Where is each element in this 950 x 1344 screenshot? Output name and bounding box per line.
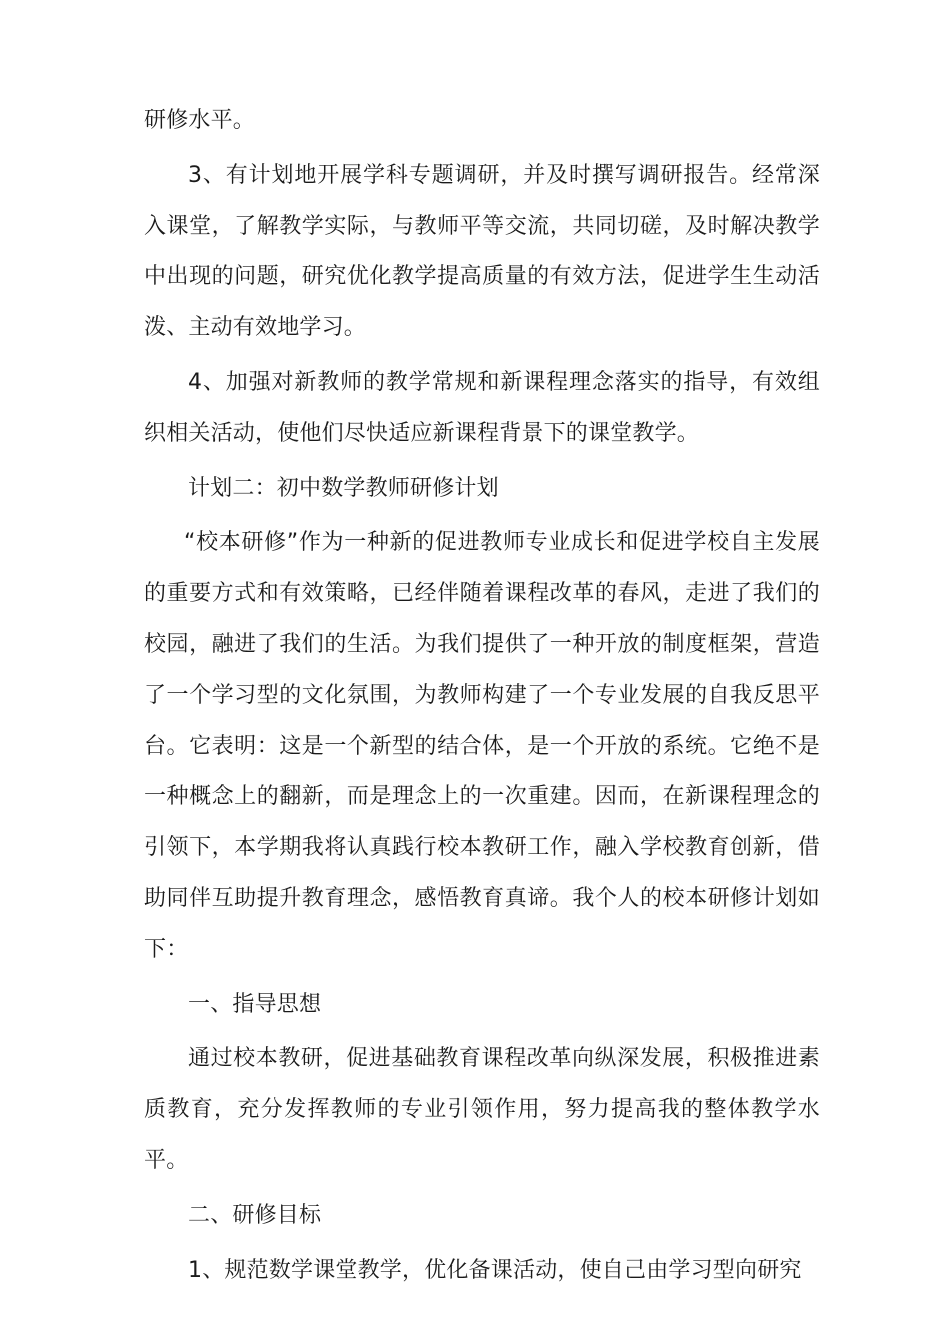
- paragraph-item-3: 3、有计划地开展学科专题调研，并及时撰写调研报告。经常深入课堂，了解教学实际，与教师平等交流，共同切磋，及时解决教学中出现的问题，研究优化教学提高质量的有效方法，促进学生生动活泼、主动有效地学习。: [144, 162, 820, 341]
- section-heading-plan-two: 计划二：初中数学教师研修计划: [188, 475, 499, 501]
- section-heading-guiding-ideology: 一、指导思想: [188, 991, 322, 1017]
- section-heading-goals: 二、研修目标: [188, 1202, 322, 1228]
- paragraph-intro: “校本研修”作为一种新的促进教师专业成长和促进学校自主发展的重要方式和有效策略，已经伴随着课程改革的春风，走进了我们的校园，融进了我们的生活。为我们提供了一种开放的制度框架，营造了一个学习型的文化氛围，为教师构建了一个专业发展的自我反思平台。它表明：这是一个新型的结合体，是一个开放的系统。它绝不是一种概念上的翻新，而是理念上的一次重建。因而，在新课程理念的引领下，本学期我将认真践行校本教研工作，融入学校教育创新，借助同伴互助提升教育理念，感悟教育真谛。我个人的校本研修计划如下：: [144, 530, 820, 962]
- paragraph-goal-1: 1、规范数学课堂教学，优化备课活动，使自己由学习型向研究: [188, 1257, 802, 1283]
- paragraph-guiding-ideology: 通过校本教研，促进基础教育课程改革向纵深发展，积极推进素质教育，充分发挥教师的专业引领作用，努力提高我的整体教学水平。: [144, 1046, 820, 1173]
- paragraph-continuation: 研修水平。: [144, 108, 256, 133]
- paragraph-item-4: 4、加强对新教师的教学常规和新课程理念落实的指导，有效组织相关活动，使他们尽快适应新课程背景下的课堂教学。: [144, 369, 820, 446]
